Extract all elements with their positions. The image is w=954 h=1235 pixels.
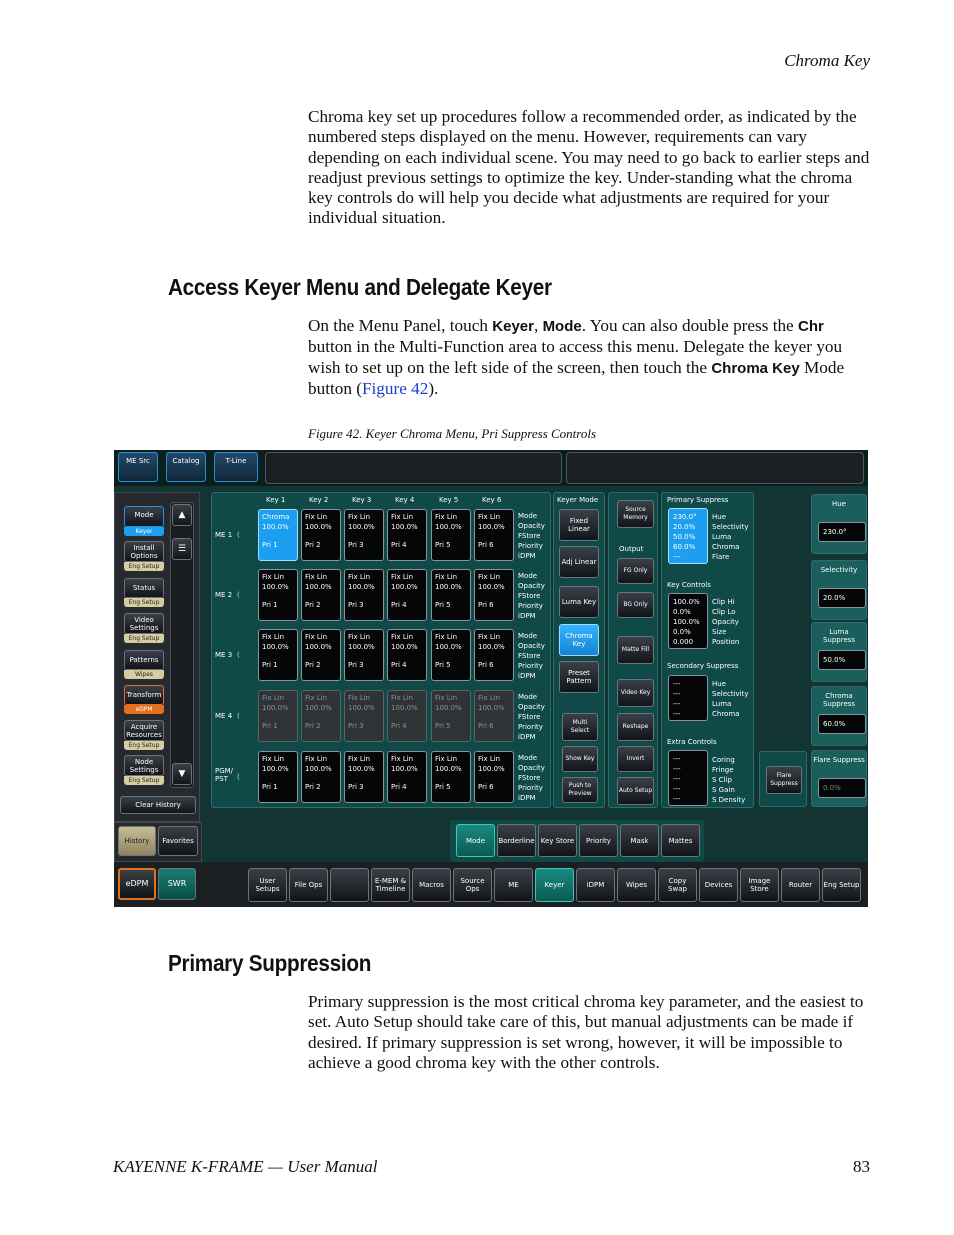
section-heading-primary-suppression: Primary Suppression [168,950,372,976]
sidebar-chip-keyer: Keyer [124,527,164,536]
menu-button[interactable]: Copy Swap [658,868,697,902]
keyword-chroma-key: Chroma Key [711,359,800,377]
primary-suppression-paragraph: Primary suppression is the most critical chroma key parameter, and the easiest to set. Auto Setup should take care of this, but manual adjustments can be made if desired. If primary suppression is set wrong, however, it will be impossible to achieve a good chroma key with the other controls. [308,992,864,1072]
key-column-header: Key 3 [352,496,372,504]
keyer-mode-title: Keyer Mode [557,496,599,504]
figure-42-link[interactable]: Figure 42 [361,378,429,398]
luma-key-button[interactable]: Luma Key [559,586,599,618]
primary-suppress-values[interactable]: 230.0° 20.0% 50.0% 60.0% --- [668,508,708,564]
preset-pattern-button[interactable]: Preset Pattern [559,661,599,693]
sidebar-chip: eDPM [124,705,164,714]
key-cell[interactable]: Fix Lin 100.0% Pri 6 [474,690,514,742]
me-row-label: ME 4 [215,712,233,720]
knob-value[interactable]: 0.0% [818,778,866,798]
secondary-suppress-labels: Hue Selectivity Luma Chroma [712,680,749,718]
history-tab[interactable]: History [118,826,156,856]
key-cell[interactable]: Fix Lin 100.0% Pri 4 [387,690,427,742]
key-cell[interactable]: Fix Lin 100.0% Pri 4 [387,569,427,621]
me-row-label: ME 1 [215,531,233,539]
row-bracket-icon: ( [237,591,240,599]
key-cell[interactable]: Fix Lin 100.0% Pri 3 [344,751,384,803]
invert-button[interactable]: Invert [617,746,654,772]
menu-button[interactable]: Keyer [535,868,574,902]
knob-value[interactable]: 230.0° [818,522,866,542]
key-cell[interactable]: Fix Lin 100.0% Pri 1 [258,569,298,621]
key-cell[interactable]: Fix Lin 100.0% Pri 1 [258,751,298,803]
figure-caption: Figure 42. Keyer Chroma Menu, Pri Suppress Controls [308,426,597,441]
extra-controls-title: Extra Controls [667,738,717,746]
bg-only-button[interactable]: BG Only [617,592,654,618]
row-bracket-icon: ( [237,712,240,720]
row-legend: Mode Opacity FStore Priority iDPM [518,512,545,560]
status-field-2 [566,452,864,484]
chroma-key-button[interactable]: Chroma Key [559,624,599,656]
tab-catalog[interactable]: Catalog [166,452,206,482]
row-legend: Mode Opacity FStore Priority iDPM [518,754,545,802]
primary-suppress-labels: Hue Selectivity Luma Chroma Flare [712,513,749,561]
tab-me-src[interactable]: ME Src [118,452,158,482]
key-cell[interactable]: Fix Lin 100.0% Pri 5 [431,569,471,621]
show-key-button[interactable]: Show Key [562,746,598,772]
me-row-label: ME 2 [215,591,233,599]
key-cell[interactable]: Fix Lin 100.0% Pri 4 [387,629,427,681]
sidebar-chip: Eng Setup [124,562,164,571]
key-cell[interactable]: Fix Lin 100.0% Pri 2 [301,751,341,803]
row-bracket-icon: ( [237,531,240,539]
knob-value[interactable]: 20.0% [818,588,866,608]
knob-label: Hue [831,500,846,508]
knob-label: Chroma Suppress [822,692,856,708]
sidebar-item-status[interactable]: Status [124,578,164,598]
key-cell[interactable]: Fix Lin 100.0% Pri 4 [387,751,427,803]
sidebar-item-mode[interactable]: Mode [124,506,164,527]
menu-button[interactable]: User Setups [248,868,287,902]
adj-linear-button[interactable]: Adj Linear [559,546,599,578]
reshape-button[interactable]: Reshape [617,713,654,741]
menu-button[interactable]: ME [494,868,533,902]
key-cell[interactable]: Fix Lin 100.0% Pri 6 [474,569,514,621]
tab-t-line[interactable]: T-Line [214,452,258,482]
key-cell[interactable]: Fix Lin 100.0% Pri 2 [301,569,341,621]
menu-button[interactable]: Eng Setup [822,868,861,902]
sub-tab[interactable]: Mode [456,824,495,857]
key-cell[interactable]: Fix Lin 100.0% Pri 6 [474,751,514,803]
row-bracket-icon: ( [237,651,240,659]
key-controls-values[interactable]: 100.0% 0.0% 100.0% 0.0% 0.000 [668,593,708,649]
key-controls-labels: Clip Hi Clip Lo Opacity Size Position [712,598,740,646]
sidebar-item-video-settings[interactable]: Video Settings [124,613,164,634]
row-legend: Mode Opacity FStore Priority iDPM [518,632,545,680]
output-title: Output [619,545,644,553]
scroll-grip-icon[interactable]: ☰ [172,538,192,560]
edpm-button[interactable]: eDPM [118,868,156,900]
key-cell[interactable]: Fix Lin 100.0% Pri 6 [474,629,514,681]
knob-label: Luma Suppress [822,628,856,644]
primary-suppress-title: Primary Suppress [667,496,729,504]
key-cell[interactable]: Fix Lin 100.0% Pri 5 [431,629,471,681]
menu-button[interactable]: Devices [699,868,738,902]
key-cell[interactable]: Fix Lin 100.0% Pri 3 [344,569,384,621]
sub-tab[interactable]: Mask [620,824,659,857]
swr-button[interactable]: SWR [158,868,196,900]
extra-controls-values[interactable]: --- --- --- --- --- [668,750,708,806]
scroll-up-icon[interactable]: ▲ [172,504,192,526]
fg-only-button[interactable]: FG Only [617,558,654,584]
sidebar-item-patterns[interactable]: Patterns [124,650,164,670]
knob-value[interactable]: 50.0% [818,650,866,670]
sub-tab[interactable]: Key Store [538,824,577,857]
me-row-label: ME 3 [215,651,233,659]
extra-controls-labels: Coring Fringe S Clip S Gain S Density [712,756,746,804]
sidebar-chip: Eng Setup [124,598,164,607]
key-column-header: Key 4 [395,496,415,504]
sidebar-chip: Wipes [124,670,164,679]
auto-setup-button[interactable]: Auto Setup [617,777,654,805]
sidebar-item-node-settings[interactable]: Node Settings [124,755,164,776]
sidebar-chip: Eng Setup [124,776,164,785]
sidebar-chip: Eng Setup [124,741,164,750]
menu-button[interactable]: Source Ops [453,868,492,902]
key-cell[interactable]: Fix Lin 100.0% Pri 2 [301,629,341,681]
key-column-header: Key 5 [439,496,459,504]
menu-button[interactable]: E-MEM & Timeline [371,868,410,902]
sub-tab[interactable]: Mattes [661,824,700,857]
keyword-keyer: Keyer [492,318,534,335]
key-cell[interactable]: Fix Lin 100.0% Pri 3 [344,509,384,561]
fixed-linear-button[interactable]: Fixed Linear [559,509,599,541]
knob-label: Flare Suppress [813,756,865,764]
sub-tab[interactable]: Borderline [497,824,536,857]
clear-history-button[interactable]: Clear History [120,796,196,814]
key-cell[interactable]: Fix Lin 100.0% Pri 1 [258,690,298,742]
sidebar-item-acquire-resources[interactable]: Acquire Resources [124,720,164,741]
key-controls-title: Key Controls [667,581,711,589]
key-cell[interactable]: Fix Lin 100.0% Pri 5 [431,509,471,561]
key-cell[interactable]: Fix Lin 100.0% Pri 2 [301,509,341,561]
access-keyer-paragraph: On the Menu Panel, touch Keyer, Mode. You can also double press the Chr button in the Multi-Function area to access this menu. Delegate the keyer you wish to set up on the left side of the screen, then touch the Chroma Key Mode button (Figure 42). [308,316,845,398]
keyword-mode: Mode [542,318,582,335]
row-bracket-icon: ( [237,773,240,781]
status-field-1 [265,452,562,484]
knob-label: Selectivity [820,566,858,574]
favorites-tab[interactable]: Favorites [158,826,198,856]
menu-button[interactable]: Image Store [740,868,779,902]
video-key-button[interactable]: Video Key [617,679,654,707]
row-legend: Mode Opacity FStore Priority iDPM [518,572,545,620]
key-cell[interactable]: Fix Lin 100.0% Pri 6 [474,509,514,561]
row-legend: Mode Opacity FStore Priority iDPM [518,693,545,741]
key-column-header: Key 2 [309,496,329,504]
knob-value[interactable]: 60.0% [818,714,866,734]
sub-tab[interactable]: Priority [579,824,618,857]
sidebar-chip: Eng Setup [124,634,164,643]
flare-suppress-button[interactable]: Flare Suppress [766,766,802,794]
menu-button[interactable]: File Ops [289,868,328,902]
sidebar-item-install-options[interactable]: Install Options [124,541,164,562]
intro-paragraph: Chroma key set up procedures follow a recommended order, as indicated by the numbered steps displayed on the menu. However, requirements can vary depending on each individual scene. You may need to go back to earlier steps and readjust previous settings to optimize the key. Under-standing what the chroma key controls do will help you decide what adjustments are required for your individual situation. [308,107,870,228]
keyword-chr: Chr [798,318,824,335]
page-number: 83 [853,1157,870,1176]
push-to-preview-button[interactable]: Push to Preview [562,777,598,803]
menu-button[interactable] [330,868,369,902]
key-column-header: Key 1 [266,496,286,504]
key-column-header: Key 6 [482,496,502,504]
source-memory-button[interactable]: Source Memory [617,500,654,528]
footer-title: KAYENNE K-FRAME — User Manual [113,1157,378,1176]
key-cell[interactable]: Chroma 100.0% Pri 1 [258,509,298,561]
scroll-down-icon[interactable]: ▼ [172,763,192,785]
key-cell[interactable]: Fix Lin 100.0% Pri 3 [344,690,384,742]
secondary-suppress-values[interactable]: --- --- --- --- [668,675,708,721]
key-cell[interactable]: Fix Lin 100.0% Pri 5 [431,690,471,742]
menu-button[interactable]: Router [781,868,820,902]
menu-button[interactable]: Macros [412,868,451,902]
key-cell[interactable]: Fix Lin 100.0% Pri 1 [258,629,298,681]
key-cell[interactable]: Fix Lin 100.0% Pri 5 [431,751,471,803]
menu-button[interactable]: Wipes [617,868,656,902]
multi-select-button[interactable]: Multi Select [562,713,598,741]
section-heading-access-keyer: Access Keyer Menu and Delegate Keyer [168,274,552,300]
secondary-suppress-title: Secondary Suppress [667,662,739,670]
menu-button[interactable]: iDPM [576,868,615,902]
key-cell[interactable]: Fix Lin 100.0% Pri 4 [387,509,427,561]
key-cell[interactable]: Fix Lin 100.0% Pri 3 [344,629,384,681]
matte-fill-button[interactable]: Matte Fill [617,636,654,664]
me-row-label: PGM/ PST [215,767,234,783]
running-header: Chroma Key [784,51,870,70]
key-cell[interactable]: Fix Lin 100.0% Pri 2 [301,690,341,742]
sidebar-item-transform[interactable]: Transform [124,685,164,705]
keyer-chroma-menu-screenshot [114,450,868,907]
